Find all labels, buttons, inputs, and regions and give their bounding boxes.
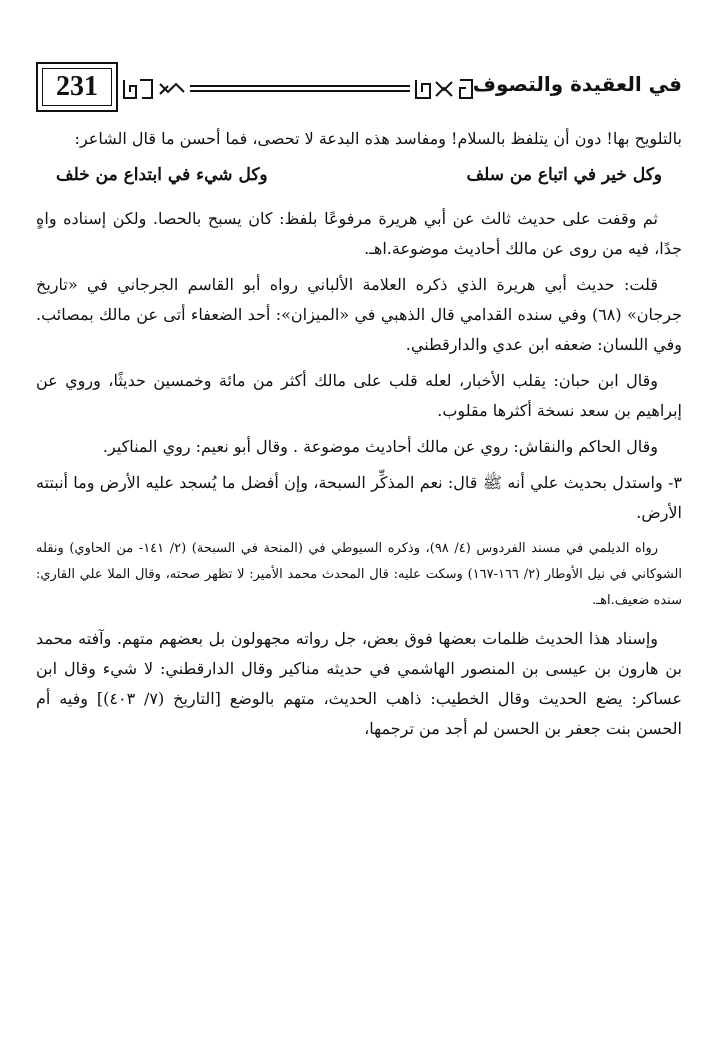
running-header-title: في العقيدة والتصوف [472,72,682,96]
paragraph-1: بالتلويح بها! دون أن يتلفظ بالسلام! ومفاسد هذه البدعة لا تحصى، فما أحسن ما قال الشاعر: [74,129,682,148]
paragraph-6: ٣- واستدل بحديث علي أنه ﷺ قال: نعم المذكِّر السبحة، وإن أفضل ما يُسجد عليه الأرض وما أنبتته الأرض. [36,473,682,522]
paragraph-5: وقال الحاكم والنقاش: روي عن مالك أحاديث موضوعة . وقال أبو نعيم: روي المناكير. [102,437,658,456]
paragraph-3: قلت: حديث أبي هريرة الذي ذكره العلامة الألباني رواه أبو القاسم الجرجاني في «تاريخ جرجان» (٦٨) وفي سنده القدامي قال الذهبي في «الميزان»: أحد الضعفاء أتى عن مالك بمصائب. وفي اللسان: ضعفه ابن عدي والدارقطني. [36,275,682,354]
paragraph-2: ثم وقفت على حديث ثالث عن أبي هريرة مرفوعًا بلفظ: كان يسبح بالحصا. ولكن إسناده واهٍ جدًا، فيه من روى عن مالك أحاديث موضوعة.اهـ. [36,209,682,258]
paragraph-7: وإسناد هذا الحديث ظلمات بعضها فوق بعض، جل رواته مجهولون بل بعضهم متهم. وآفته محمد بن هارون بن عيسى بن المنصور الهاشمي في حديثه مناكير وقال الدارقطني: لا شيء وقال ابن عساكر: يضع الحديث وقال الخطيب: ذاهب الحديث، متهم بالوضع [التاريخ (٧/ ٤٠٣)] وفيه أم الحسن بنت جعفر بن الحسن لم أجد من ترجمها، [36,629,683,738]
poem-hemistich-left: وكل شيء في ابتداع من خلف [56,165,268,185]
page-body [36,124,682,750]
decorative-rule-icon [120,76,500,102]
paragraph-4: وقال ابن حبان: يقلب الأخبار، لعله قلب على مالك أكثر من مائة وخمسين حديثًا، وروي عن إبراهيم بن سعد نسخة أكثرها مقلوب. [36,371,682,420]
footnote-citation: رواه الديلمي في مسند الفردوس (٤/ ٩٨)، وذكره السيوطي في (المنحة في السبحة) (٢/ ١٤١- من الحاوي) ونقله الشوكاني في نيل الأوطار (٢/ ١٦٦-١٦٧) وسكت عليه: قال المحدث محمد الأمير: لا تظهر صحته، وقال الملا علي القاري: سنده ضعيف.اهـ. [36,541,682,608]
page-header [36,58,682,120]
poem-hemistich-right: وكل خير في اتباع من سلف [466,165,662,185]
poem-verse [56,160,662,190]
page-number-box [36,62,118,112]
page-number: 231 [42,68,112,106]
